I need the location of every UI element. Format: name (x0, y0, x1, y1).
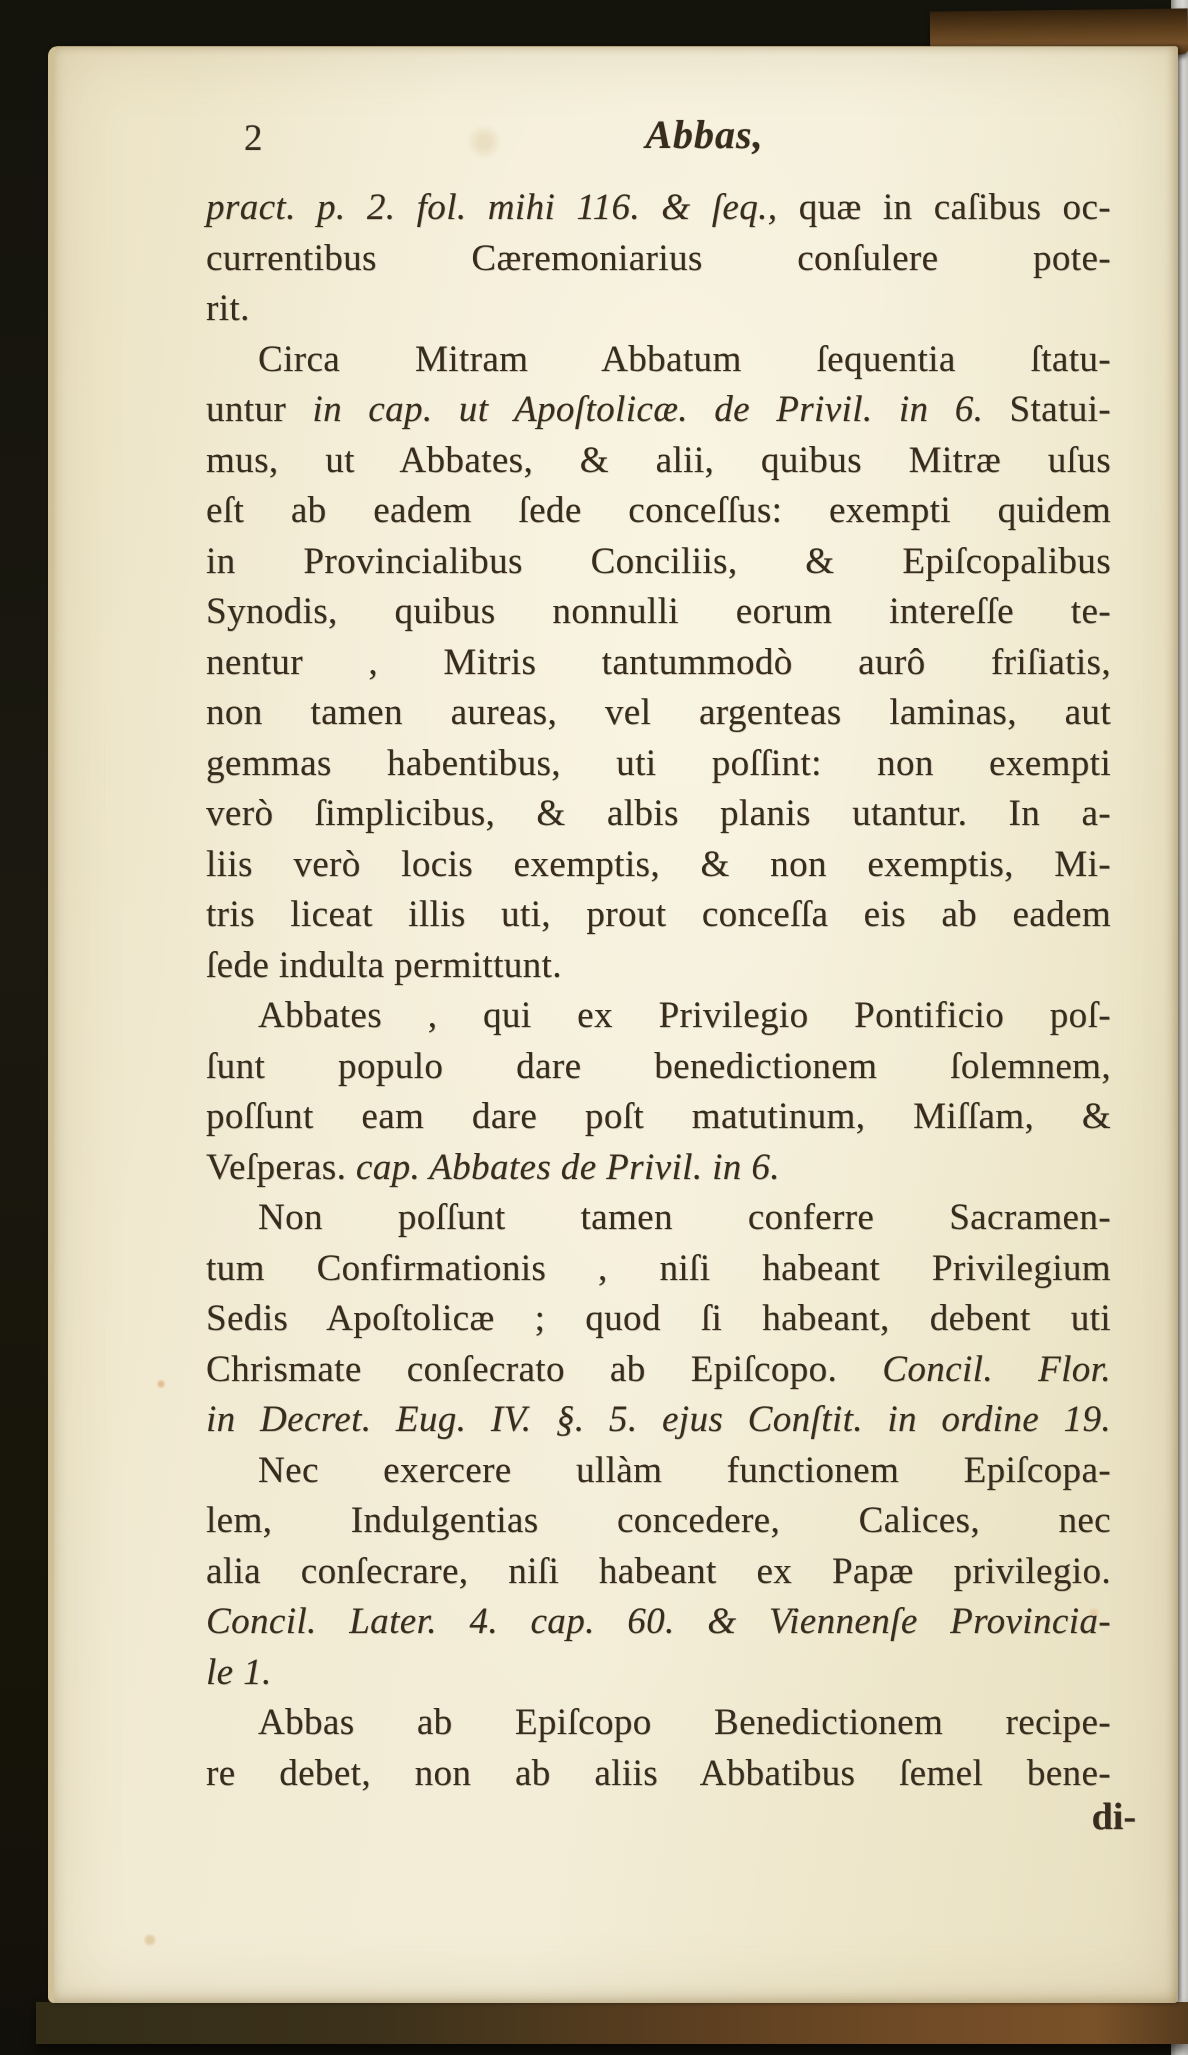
body-text: in Provincialibus Conciliis, & Epiſcopalibus (206, 540, 1111, 582)
body-text: untur (206, 389, 313, 430)
text-line (206, 385, 1111, 436)
body-text: Veſperas. (206, 1146, 356, 1188)
citation-text: le 1. (206, 1651, 272, 1693)
page-number: 2 (244, 118, 263, 159)
text-line (206, 183, 1111, 234)
body-text: tum Confirmationis , niſi habeant Privilegium (206, 1247, 1111, 1289)
body-text: ſede indulta permittunt. (206, 944, 562, 986)
body-text: Abbates , qui ex Privilegio Pontificio poſ- (258, 995, 1111, 1036)
body-text: lem, Indulgentias concedere, Calices, nec (206, 1500, 1111, 1541)
text-line (206, 436, 1111, 487)
text-line (206, 234, 1111, 285)
body-text: quæ in caſibus oc- (777, 187, 1111, 228)
body-text: gemmas habentibus, uti poſſint: non exempti (206, 742, 1111, 784)
text-line (206, 688, 1111, 739)
text-line (206, 941, 1111, 992)
body-text: Chrismate conſecrato ab Epiſcopo. (206, 1348, 883, 1390)
body-text: verò ſimplicibus, & albis planis utantur. In a- (206, 793, 1111, 834)
text-line (206, 1092, 1111, 1143)
text-line (206, 537, 1111, 588)
body-text: Circa Mitram Abbatum ſequentia ſtatu- (258, 338, 1111, 380)
text-line (206, 789, 1111, 840)
citation-text: pract. p. 2. fol. mihi 116. & ſeq., (206, 187, 778, 228)
text-line (206, 1446, 1111, 1497)
binding-leather-bottom (36, 2002, 1188, 2044)
book-page (48, 46, 1178, 2003)
running-title: Abbas, (645, 112, 764, 157)
body-text: rit. (206, 288, 250, 329)
citation-text: in cap. ut Apoſtolicæ. de Privil. in 6. (312, 389, 984, 430)
text-line (206, 587, 1111, 638)
body-text: tris liceat illis uti, prout conceſſa eis ab eadem (206, 894, 1111, 935)
body-text: ſunt populo dare benedictionem ſolemnem, (206, 1045, 1111, 1087)
text-line (206, 1395, 1111, 1446)
body-text: alia conſecrare, niſi habeant ex Papæ privilegio. (206, 1550, 1111, 1592)
body-text: Synodis, quibus nonnulli eorum intereſſe te- (206, 591, 1111, 632)
body-text: Nec exercere ullàm functionem Epiſcopa- (258, 1449, 1111, 1491)
body-text: mus, ut Abbates, & alii, quibus Mitræ uſus (206, 439, 1111, 481)
text-line (206, 486, 1111, 537)
text-line (206, 638, 1111, 689)
text-line (206, 1345, 1111, 1396)
text-line (206, 1496, 1111, 1547)
text-line (206, 1042, 1111, 1093)
text-line (206, 1193, 1111, 1244)
text-line (206, 1294, 1111, 1345)
body-text: eſt ab eadem ſede conceſſus: exempti quidem (206, 490, 1111, 531)
text-line (206, 1143, 1111, 1194)
text-block (206, 183, 1111, 1799)
text-line (206, 840, 1111, 891)
text-line (206, 890, 1111, 941)
body-text: liis verò locis exemptis, & non exemptis, Mi- (206, 843, 1111, 885)
text-line (206, 991, 1111, 1042)
body-text: currentibus Cæremoniarius conſulere pote- (206, 237, 1111, 279)
body-text: Statui- (983, 389, 1111, 430)
body-text: poſſunt eam dare poſt matutinum, Miſſam, & (206, 1096, 1111, 1137)
citation-text: Concil. Later. 4. cap. 60. & Viennenſe Provincia- (206, 1601, 1111, 1642)
body-text: Sedis Apoſtolicæ ; quod ſi habeant, debent uti (206, 1298, 1111, 1339)
text-line (206, 1698, 1111, 1749)
text-line (206, 335, 1111, 386)
text-line (206, 1648, 1111, 1699)
citation-text: Concil. Flor. (882, 1348, 1111, 1390)
page-header (206, 109, 1111, 161)
text-line (206, 1749, 1111, 1800)
body-text: Non poſſunt tamen conferre Sacramen- (258, 1197, 1111, 1238)
body-text: nentur , Mitris tantummodò aurô friſiatis, (206, 641, 1111, 683)
body-text: non tamen aureas, vel argenteas laminas, aut (206, 692, 1111, 733)
citation-text: cap. Abbates de Privil. in 6. (355, 1146, 780, 1188)
body-text: Abbas ab Epiſcopo Benedictionem recipe- (258, 1702, 1111, 1743)
text-line (206, 1244, 1111, 1295)
body-text: re debet, non ab aliis Abbatibus ſemel bene- (206, 1752, 1111, 1794)
citation-text: in Decret. Eug. IV. §. 5. ejus Conſtit. in ordine 19. (206, 1399, 1111, 1440)
text-line (206, 1547, 1111, 1598)
text-line (206, 284, 1111, 335)
text-line (206, 739, 1111, 790)
catchword: di- (1091, 1796, 1136, 1838)
text-line (206, 1597, 1111, 1648)
